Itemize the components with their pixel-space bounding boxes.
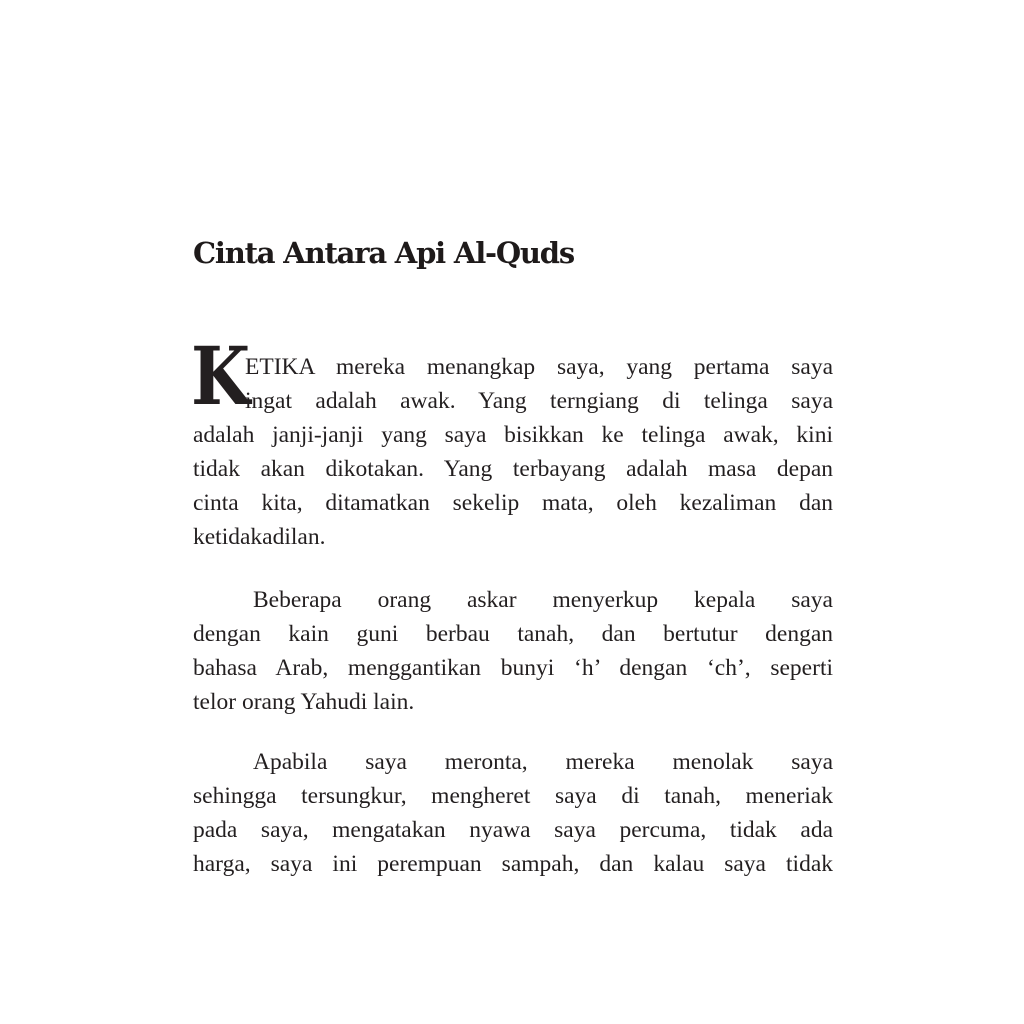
text-line: bahasa Arab, menggantikan bunyi ‘h’ dengan ‘ch’, seperti — [193, 655, 833, 681]
drop-cap: K — [191, 329, 251, 423]
text-line: ketidakadilan. — [193, 524, 326, 550]
text-line: Beberapa orang askar menyerkup kepala saya — [253, 587, 833, 613]
text-line: adalah janji-janji yang saya bisikkan ke telinga awak, kini — [193, 422, 833, 448]
text-line: pada saya, mengatakan nyawa saya percuma, tidak ada — [193, 817, 833, 843]
text-line: telor orang Yahudi lain. — [193, 689, 415, 715]
text-line: ETIKA mereka menangkap saya, yang pertama saya — [245, 354, 833, 380]
text-line: harga, saya ini perempuan sampah, dan kalau saya tidak — [193, 851, 833, 877]
text-line: Apabila saya meronta, mereka menolak saya — [253, 749, 833, 775]
text-line: cinta kita, ditamatkan sekelip mata, oleh kezaliman dan — [193, 490, 833, 516]
chapter-title: Cinta Antara Api Al-Quds — [193, 236, 574, 270]
text-line: ingat adalah awak. Yang terngiang di telinga saya — [245, 388, 833, 414]
text-line: dengan kain guni berbau tanah, dan bertutur dengan — [193, 621, 833, 647]
text-line: tidak akan dikotakan. Yang terbayang adalah masa depan — [193, 456, 833, 482]
text-line: sehingga tersungkur, mengheret saya di tanah, meneriak — [193, 783, 833, 809]
